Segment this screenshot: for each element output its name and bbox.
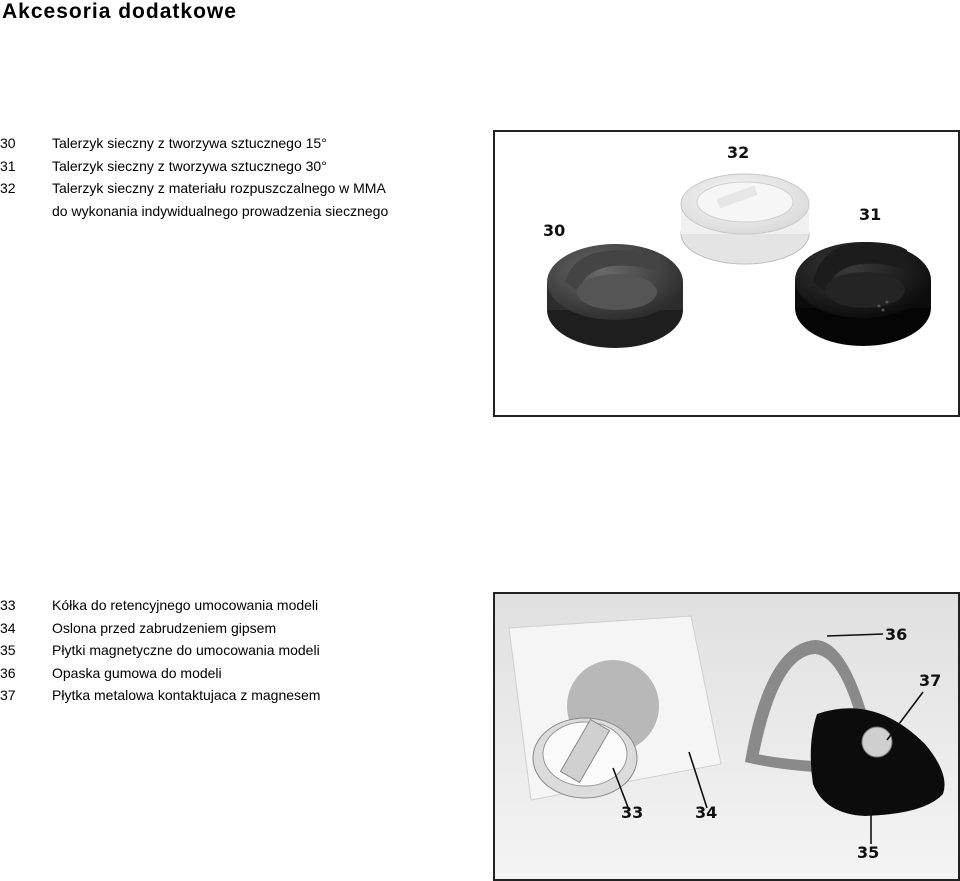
photo-label-36: 36 [885, 625, 908, 644]
photo-label-33: 33 [621, 803, 644, 822]
item-number: 34 [0, 619, 16, 636]
item-number: 31 [0, 157, 16, 174]
item-text: Opaska gumowa do modeli [52, 664, 222, 681]
item-number: 36 [0, 664, 16, 681]
plate-31 [795, 242, 931, 346]
item-text: do wykonania indywidualnego prowadzenia siecznego [52, 202, 389, 219]
item-number: 33 [0, 597, 16, 613]
plate-30 [547, 244, 683, 348]
photo-label-35: 35 [857, 843, 880, 862]
plate-32 [681, 174, 809, 264]
item-text: Kółka do retencyjnego umocowania modeli [52, 597, 319, 613]
photo-label-30: 30 [543, 221, 566, 240]
photo-label-34: 34 [695, 803, 718, 822]
item-text: Oslona przed zabrudzeniem gipsem [52, 619, 277, 636]
photo-label-31: 31 [859, 205, 882, 224]
item-text: Płytki magnetyczne do umocowania modeli [52, 642, 320, 658]
photo-label-32: 32 [727, 143, 750, 162]
item-number: 35 [0, 642, 16, 658]
item-text: Talerzyk sieczny z materiału rozpuszczalnego w MMA [52, 180, 386, 196]
item-number: 30 [0, 135, 16, 151]
retention-ring-33 [533, 718, 637, 798]
item-number: 32 [0, 180, 16, 196]
split-cast-plates-photo [493, 130, 960, 417]
model-mounting-illustration [495, 594, 958, 879]
page-title: Akcesoria dodatkowe [2, 0, 237, 23]
item-text: Talerzyk sieczny z tworzywa sztucznego 15° [52, 135, 327, 151]
item-text: Płytka metalowa kontaktujaca z magnesem [52, 687, 321, 703]
model-mounting-accessories-photo [493, 592, 960, 881]
split-cast-plates-illustration [495, 132, 958, 415]
item-text: Talerzyk sieczny z tworzywa sztucznego 30° [52, 157, 327, 174]
item-number: 37 [0, 687, 16, 703]
photo-label-37: 37 [919, 671, 942, 690]
